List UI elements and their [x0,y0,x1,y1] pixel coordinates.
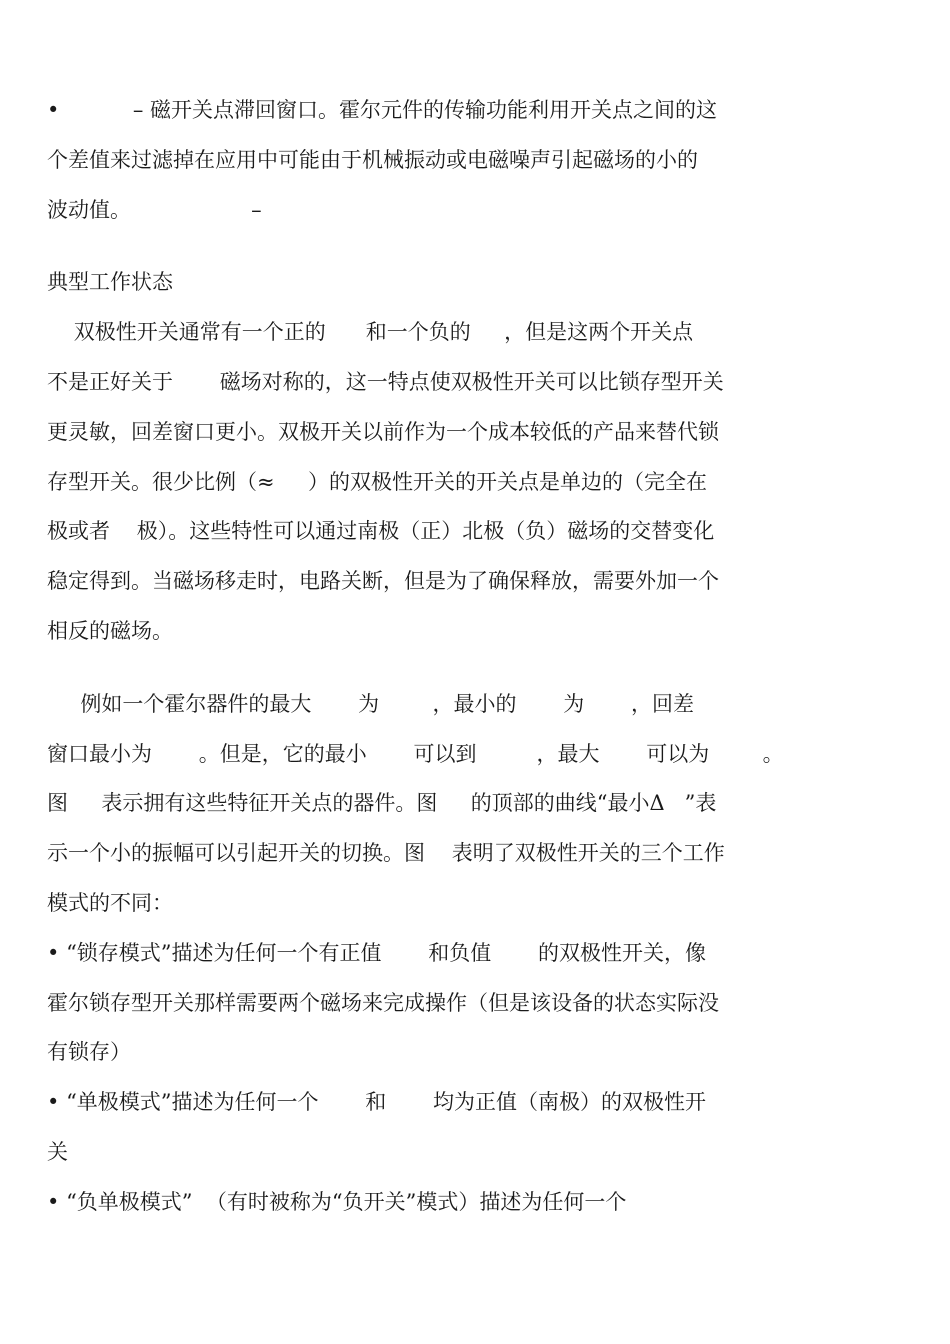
hysteresis-line-3: 波动值。 – [47,198,262,222]
latch-mode-line-1 [47,938,706,968]
para2-line: 示一个小的振幅可以引起开关的切换。图 表明了双极性开关的三个工作 [47,841,725,865]
negative-unipolar-mode-text-1: “负单极模式” （有时被称为“负开关”模式）描述为任何一个 [59,1190,627,1214]
para1-line: 稳定得到。当磁场移走时，电路关断，但是为了确保释放，需要外加一个 [47,569,719,593]
hysteresis-line-2: 个差值来过滤掉在应用中可能由于机械振动或电磁噪声引起磁场的小的 [47,148,698,172]
para2-line: 窗口最小为 。但是，它的最小 可以到 ，最大 可以为 。 [47,742,784,766]
para1-line: 不是正好关于 磁场对称的，这一特点使双极性开关可以比锁存型开关 [47,370,724,394]
latch-mode-text-1: “锁存模式”描述为任何一个有正值 和负值 的双极性开关，像 [59,941,706,965]
unipolar-mode-line-2: 关 [47,1140,68,1164]
bullet: • [47,1190,60,1214]
section-title: 典型工作状态 [47,270,173,294]
hysteresis-line-1 [47,95,717,125]
para2-line: 图 表示拥有这些特征开关点的器件。图 的顶部的曲线“最小Δ ”表 [47,791,717,815]
unipolar-mode-line-1 [47,1087,706,1117]
hysteresis-text-1: – 磁开关点滞回窗口。霍尔元件的传输功能利用开关点之间的这 [59,98,717,122]
para2-line: 例如一个霍尔器件的最大 为 ，最小的 为 ，回差 [47,692,694,716]
para2-line: 模式的不同： [47,891,173,915]
negative-unipolar-mode-line-1 [47,1187,626,1217]
latch-mode-line-2: 霍尔锁存型开关那样需要两个磁场来完成操作（但是该设备的状态实际没 [47,991,719,1015]
bullet: • [47,98,60,122]
bullet: • [47,941,60,965]
bullet: • [47,1090,60,1114]
latch-mode-line-3: 有锁存） [47,1040,131,1064]
para1-line: 更灵敏，回差窗口更小。双极开关以前作为一个成本较低的产品来替代锁 [47,420,719,444]
para1-line: 相反的磁场。 [47,619,173,643]
unipolar-mode-text-1: “单极模式”描述为任何一个 和 均为正值（南极）的双极性开 [59,1090,706,1114]
para1-line: 存型开关。很少比例（≈ ）的双极性开关的开关点是单边的（完全在 [47,470,707,494]
para1-line: 极或者 极）。这些特性可以通过南极（正）北极（负）磁场的交替变化 [47,519,715,543]
para1-line: 双极性开关通常有一个正的 和一个负的 ，但是这两个开关点 [47,320,694,344]
